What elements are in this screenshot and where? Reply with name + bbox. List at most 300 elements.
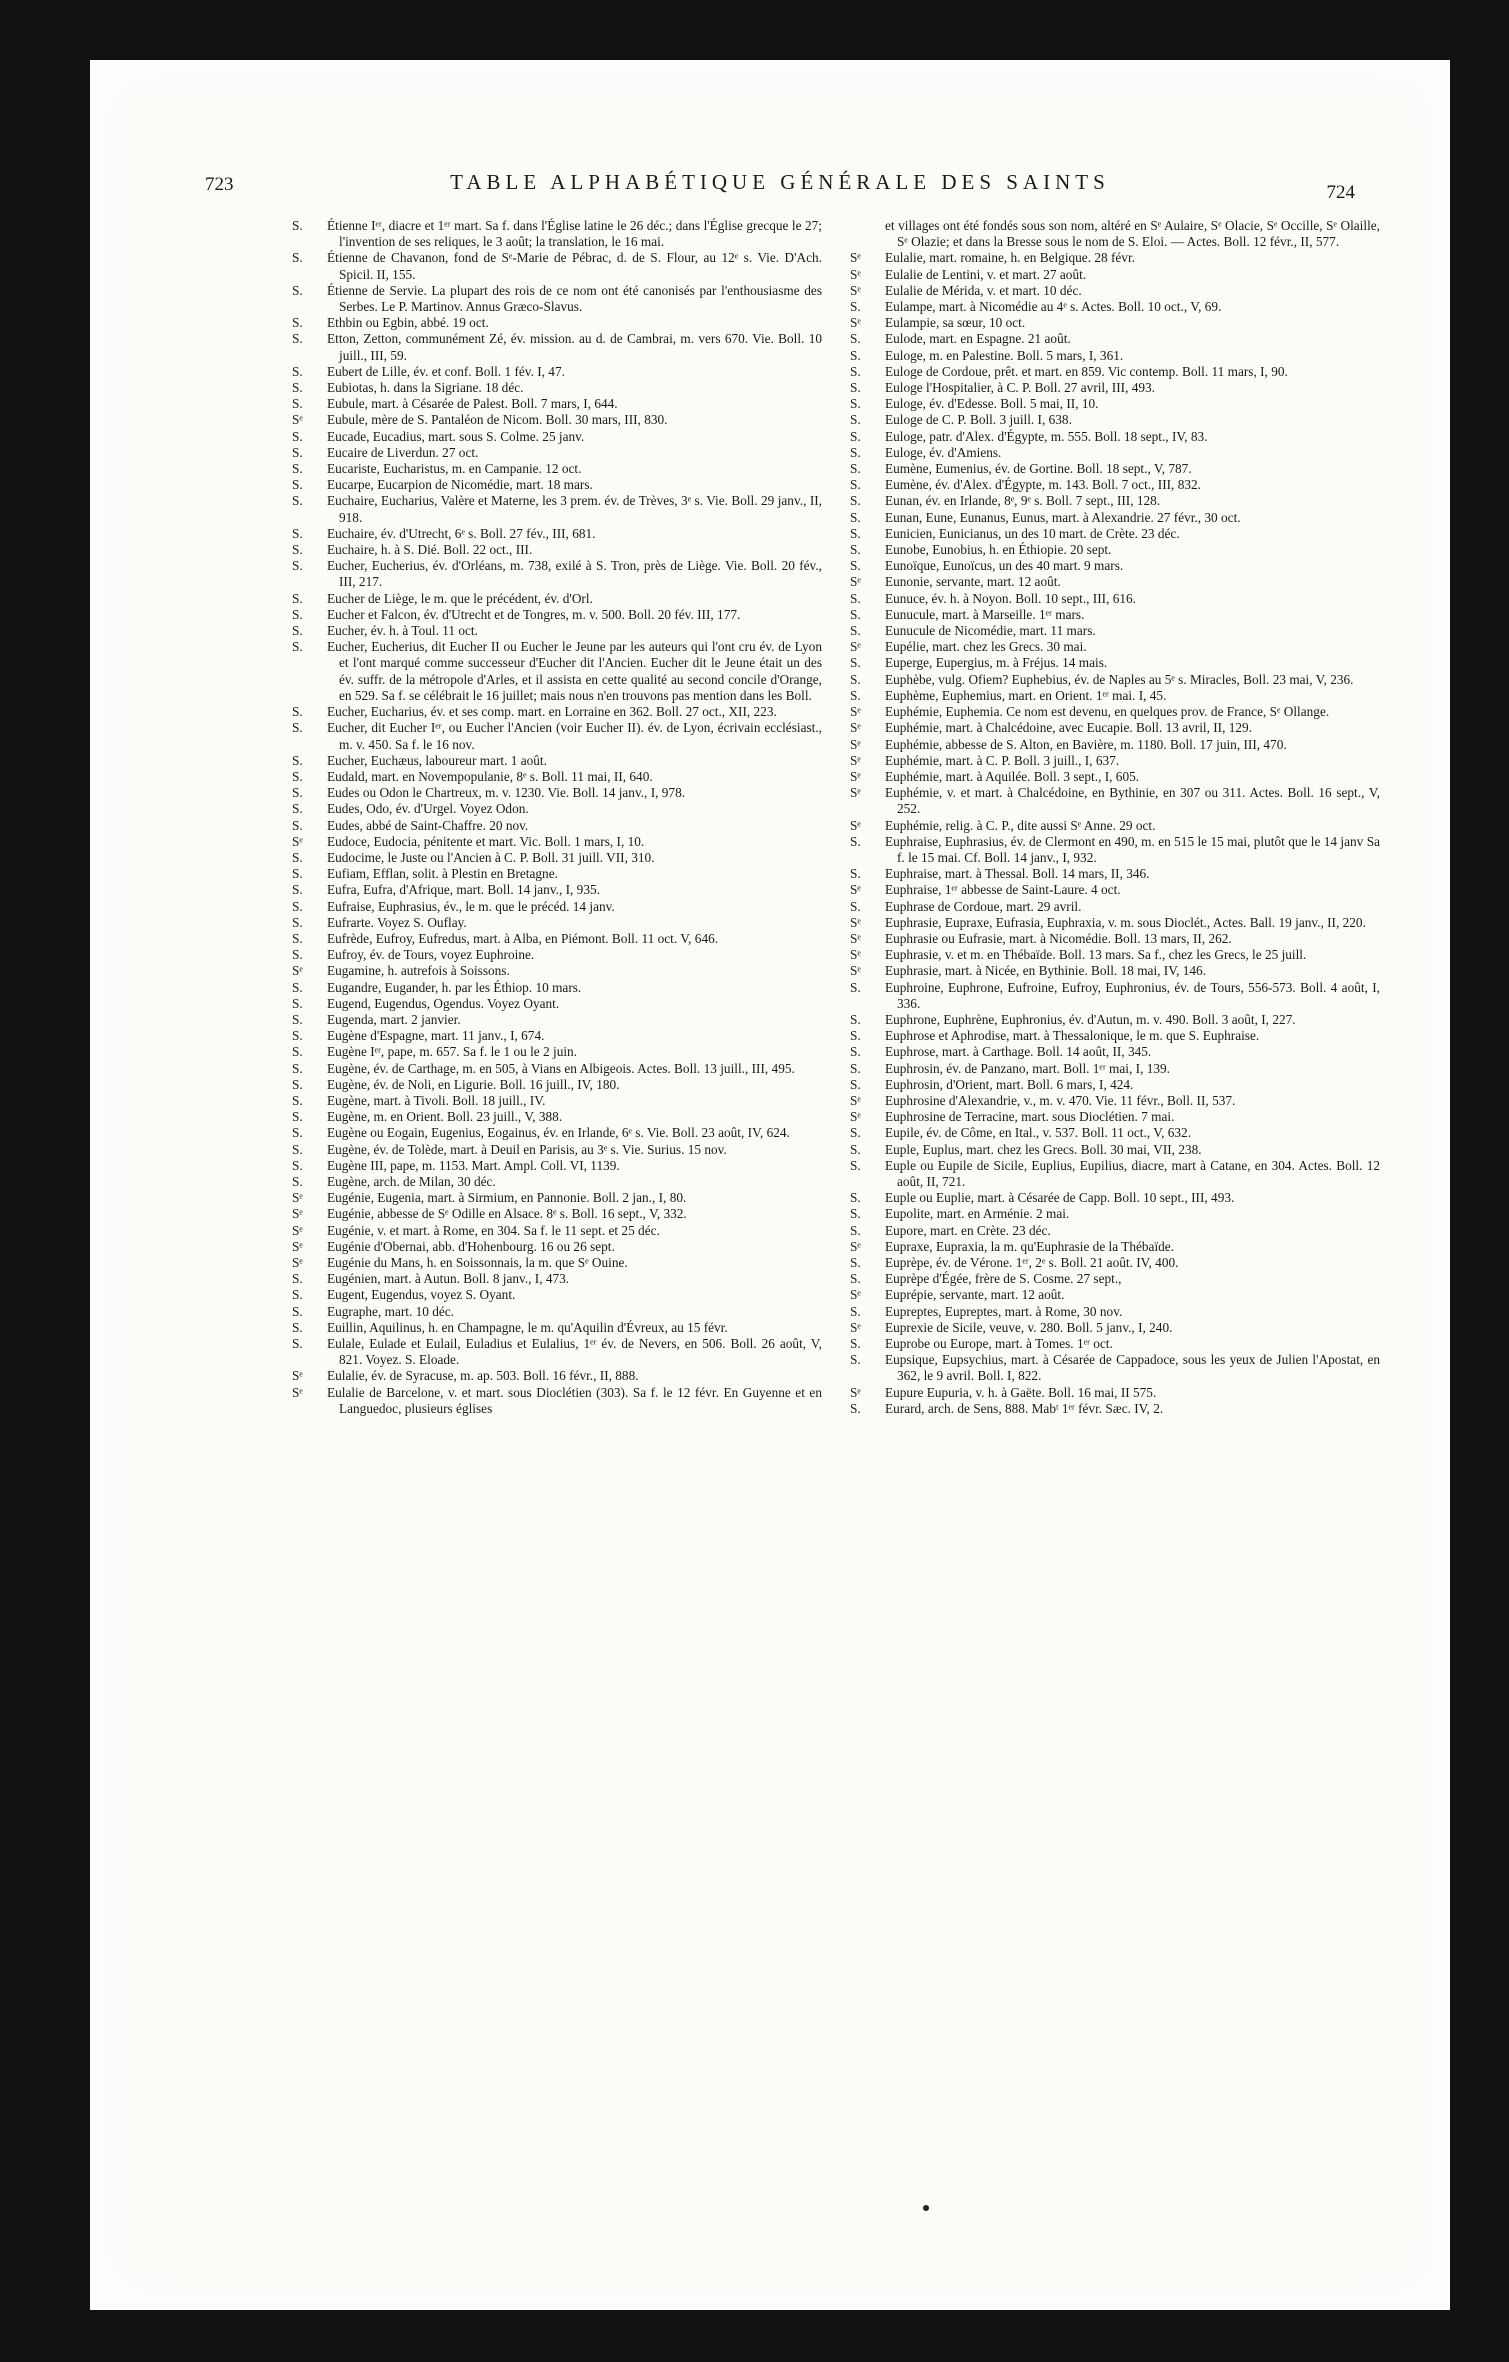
saint-prefix: S.	[850, 1222, 861, 1238]
index-entry	[292, 1271, 822, 1287]
saint-prefix: S.	[850, 1141, 861, 1157]
entry-text: Euloge l'Hospitalier, à C. P. Boll. 27 avril, III, 493.	[885, 380, 1155, 396]
saint-prefix: Sᵉ	[850, 720, 861, 736]
saint-prefix: S.	[292, 623, 303, 639]
index-entry	[292, 558, 822, 590]
index-entry	[850, 672, 1380, 688]
entry-text: Eudald, mart. en Novempopulanie, 8ᵉ s. Boll. 11 mai, II, 640.	[327, 768, 653, 784]
entry-text: Eunicien, Eunicianus, un des 10 mart. de Crète. 23 déc.	[885, 525, 1180, 541]
index-entry	[850, 477, 1380, 493]
entry-text: Euphémie, mart. à C. P. Boll. 3 juill., I, 637.	[885, 752, 1120, 768]
entry-text: Eucarpe, Eucarpion de Nicomédie, mart. 18 mars.	[327, 477, 593, 493]
entry-text: Eucaire de Liverdun. 27 oct.	[327, 444, 479, 460]
saint-prefix: S.	[850, 461, 861, 477]
index-entry	[850, 1142, 1380, 1158]
saint-prefix: S.	[292, 1141, 303, 1157]
index-entry	[850, 331, 1380, 347]
saint-prefix: Sᵉ	[292, 833, 303, 849]
saint-prefix: S.	[850, 1190, 861, 1206]
saint-prefix: S.	[292, 1303, 303, 1319]
index-entry	[292, 1012, 822, 1028]
entry-text: Eugène, év. de Noli, en Ligurie. Boll. 16 juill., IV, 180.	[327, 1076, 620, 1092]
entry-text: Eugène, arch. de Milan, 30 déc.	[327, 1173, 496, 1189]
entry-text: Euphraise, mart. à Thessal. Boll. 14 mars, II, 346.	[885, 866, 1150, 882]
entry-text: Eufrède, Eufroy, Eufredus, mart. à Alba, en Piémont. Boll. 11 oct. V, 646.	[327, 930, 719, 946]
page-header	[205, 170, 1355, 210]
index-entry	[850, 1012, 1380, 1028]
saint-prefix: Sᵉ	[850, 963, 861, 979]
index-entry	[292, 1109, 822, 1125]
saint-prefix: Sᵉ	[292, 963, 303, 979]
saint-prefix: S.	[292, 331, 303, 347]
index-entry	[292, 915, 822, 931]
saint-prefix: S.	[850, 363, 861, 379]
entry-text: Eubiotas, h. dans la Sigriane. 18 déc.	[327, 380, 524, 396]
entry-text: Eudes, Odo, év. d'Urgel. Voyez Odon.	[327, 801, 529, 817]
entry-text: Euphème, Euphemius, mart. en Orient. 1ᵉʳ mai. I, 45.	[885, 687, 1167, 703]
saint-prefix: S.	[292, 218, 303, 233]
entry-text: Eunan, év. en Irlande, 8ᵉ, 9ᵉ s. Boll. 7 sept., III, 128.	[885, 493, 1161, 509]
saint-prefix: S.	[292, 282, 303, 298]
index-entry	[292, 1287, 822, 1303]
entry-text: Eugénie du Mans, h. en Soissonnais, la m. que Sᵉ Ouine.	[327, 1255, 628, 1270]
entry-text: Euphroine, Euphrone, Eufroine, Eufroy, Euphronius, év. de Tours, 556-573. Boll. 4 août, I, 336.	[885, 979, 1380, 1011]
entry-text: Eucade, Eucadius, mart. sous S. Colme. 25 janv.	[327, 428, 585, 444]
index-entry	[850, 1077, 1380, 1093]
saint-prefix: Sᵉ	[292, 1255, 303, 1270]
entry-text: Eudes ou Odon le Chartreux, m. v. 1230. Vie. Boll. 14 janv., I, 978.	[327, 785, 686, 801]
saint-prefix: S.	[292, 525, 303, 541]
saint-prefix: S.	[850, 331, 861, 347]
entry-text: Eupure Eupuria, v. h. à Gaëte. Boll. 16 mai, II 575.	[885, 1384, 1157, 1400]
index-entry	[292, 1028, 822, 1044]
saint-prefix: S.	[292, 639, 303, 655]
index-entry	[850, 1206, 1380, 1222]
saint-prefix: S.	[292, 1028, 303, 1044]
entry-text: Eunucule, mart. à Marseille. 1ᵉʳ mars.	[885, 606, 1085, 622]
index-entry	[850, 445, 1380, 461]
entry-text: Eupreptes, Eupreptes, mart. à Rome, 30 nov.	[885, 1303, 1123, 1319]
entry-text: Euloge de C. P. Boll. 3 juill. I, 638.	[885, 412, 1072, 428]
entry-text: Eulalie, mart. romaine, h. en Belgique. 28 févr.	[885, 250, 1135, 266]
saint-prefix: S.	[850, 299, 861, 315]
saint-prefix: S.	[292, 752, 303, 768]
entry-text: Euprèpe d'Égée, frère de S. Cosme. 27 sept.,	[885, 1271, 1122, 1287]
index-entry	[292, 1320, 822, 1336]
saint-prefix: S.	[292, 979, 303, 995]
entry-text: Eucher, Euchæus, laboureur mart. 1 août.	[327, 752, 547, 768]
saint-prefix: S.	[292, 606, 303, 622]
index-entry	[292, 364, 822, 380]
index-entry	[850, 283, 1380, 299]
saint-prefix: Sᵉ	[850, 266, 861, 282]
saint-prefix: S.	[850, 898, 861, 914]
index-entry	[292, 542, 822, 558]
entry-text: et villages ont été fondés sous son nom, altéré en Sᵉ Aulaire, Sᵉ Olacie, Sᵉ Occille, Sᵉ Olaille, Sᵉ Olazie; et dans la Bresse sous le nom de S. Eloi. — Actes. Boll. 12 févr., II, 577.	[885, 218, 1380, 250]
index-entry	[850, 1304, 1380, 1320]
index-entry	[292, 1336, 822, 1368]
saint-prefix: S.	[850, 396, 861, 412]
saint-prefix: S.	[850, 623, 861, 639]
saint-prefix: S.	[292, 1319, 303, 1335]
saint-prefix: S.	[850, 347, 861, 363]
saint-prefix: Sᵉ	[850, 914, 861, 930]
entry-text: Eubule, mart. à Césarée de Palest. Boll. 7 mars, I, 644.	[327, 396, 618, 412]
index-entry	[292, 1255, 822, 1271]
index-entry	[850, 1223, 1380, 1239]
entry-text: Euple, Euplus, mart. chez les Grecs. Boll. 30 mai, VII, 238.	[885, 1141, 1202, 1157]
saint-prefix: S.	[292, 558, 303, 574]
entry-text: Euloge de Cordoue, prêt. et mart. en 859. Vic contemp. Boll. 11 mars, I, 90.	[885, 363, 1288, 379]
entry-text: Eupile, év. de Côme, en Ital., v. 537. Boll. 11 oct., V, 632.	[885, 1125, 1192, 1141]
saint-prefix: S.	[292, 785, 303, 801]
entry-text: Eugenda, mart. 2 janvier.	[327, 1011, 461, 1027]
index-entry	[292, 412, 822, 428]
entry-text: Eulalie de Lentini, v. et mart. 27 août.	[885, 266, 1087, 282]
entry-text: Eunuce, év. h. à Noyon. Boll. 10 sept., III, 616.	[885, 590, 1136, 606]
index-entry	[850, 1044, 1380, 1060]
index-entry	[850, 315, 1380, 331]
entry-text: Eunobe, Eunobius, h. en Éthiopie. 20 sept.	[885, 542, 1112, 558]
index-entry	[850, 866, 1380, 882]
entry-text: Euphrose, mart. à Carthage. Boll. 14 août, II, 345.	[885, 1044, 1152, 1060]
saint-prefix: S.	[292, 493, 303, 509]
entry-text: Eugend, Eugendus, Ogendus. Voyez Oyant.	[327, 995, 560, 1011]
index-entry	[292, 1368, 822, 1384]
saint-prefix: S.	[292, 461, 303, 477]
index-entry	[850, 267, 1380, 283]
saint-prefix: S.	[292, 882, 303, 898]
saint-prefix: Sᵉ	[850, 882, 861, 898]
entry-text: Eulampe, mart. à Nicomédie au 4ᵉ s. Actes. Boll. 10 oct., V, 69.	[885, 299, 1222, 315]
index-entry	[850, 1028, 1380, 1044]
entry-text: Euphrosin, év. de Panzano, mart. Boll. 1ᵉʳ mai, I, 139.	[885, 1060, 1170, 1076]
saint-prefix: S.	[292, 315, 303, 331]
saint-prefix: S.	[292, 898, 303, 914]
saint-prefix: Sᵉ	[850, 282, 861, 298]
entry-text: Eunoïque, Eunoïcus, un des 40 mart. 9 mars.	[885, 558, 1124, 574]
saint-prefix: S.	[292, 1125, 303, 1141]
saint-prefix: S.	[850, 1028, 861, 1044]
index-entry	[850, 655, 1380, 671]
entry-text: Eugène III, pape, m. 1153. Mart. Ampl. Coll. VI, 1139.	[327, 1157, 620, 1173]
right-column	[850, 218, 1380, 1417]
entry-text: Eugène Iᵉʳ, pape, m. 657. Sa f. le 1 ou le 2 juin.	[327, 1044, 578, 1060]
index-entry	[850, 753, 1380, 769]
index-entry	[292, 1077, 822, 1093]
saint-prefix: S.	[292, 444, 303, 460]
index-entry	[850, 396, 1380, 412]
index-entry	[292, 526, 822, 542]
entry-text: Étienne de Chavanon, fond de Sᵉ-Marie de Pébrac, d. de S. Flour, au 12ᵉ s. Vie. D'Ach. Spicil. II, 155.	[327, 250, 822, 282]
index-entry	[850, 688, 1380, 704]
saint-prefix: S.	[292, 1173, 303, 1189]
index-entry	[850, 558, 1380, 574]
index-entry	[850, 882, 1380, 898]
entry-text: Euphémie, v. et mart. à Chalcédoine, en Bythinie, en 307 ou 311. Actes. Boll. 16 sept., V, 252.	[885, 785, 1380, 817]
index-entry	[850, 364, 1380, 380]
saint-prefix: S.	[850, 558, 861, 574]
entry-text: Eulalie, év. de Syracuse, m. ap. 503. Boll. 16 févr., II, 888.	[327, 1368, 639, 1384]
saint-prefix: S.	[292, 396, 303, 412]
entry-text: Euphémie, Euphemia. Ce nom est devenu, en quelques prov. de France, Sᵉ Ollange.	[885, 704, 1330, 720]
saint-prefix: Sᵉ	[292, 1222, 303, 1238]
entry-text: Eugénie, Eugenia, mart. à Sirmium, en Pannonie. Boll. 2 jan., I, 80.	[327, 1190, 687, 1206]
saint-prefix: Sᵉ	[850, 768, 861, 784]
entry-text: Euphémie, relig. à C. P., dite aussi Sᵉ Anne. 29 oct.	[885, 817, 1156, 833]
saint-prefix: S.	[850, 509, 861, 525]
index-entry	[292, 1061, 822, 1077]
saint-prefix: S.	[292, 866, 303, 882]
saint-prefix: S.	[292, 380, 303, 396]
index-entry	[292, 1125, 822, 1141]
entry-text: Eucher, dit Eucher Iᵉʳ, ou Eucher l'Ancien (voir Eucher II). év. de Lyon, écrivain ecclésiast., m. v. 450. Sa f. le 16 nov.	[327, 720, 822, 752]
index-entry	[292, 623, 822, 639]
index-entry	[850, 785, 1380, 817]
saint-prefix: S.	[850, 1076, 861, 1092]
saint-prefix: Sᵉ	[292, 1190, 303, 1206]
index-entry	[292, 1223, 822, 1239]
saint-prefix: Sᵉ	[850, 817, 861, 833]
saint-prefix: S.	[850, 412, 861, 428]
index-entry	[850, 348, 1380, 364]
index-entry	[292, 1206, 822, 1222]
index-entry	[292, 769, 822, 785]
left-column	[292, 218, 822, 1417]
index-entry	[850, 1320, 1380, 1336]
page-number-right: 724	[1326, 182, 1355, 203]
saint-prefix: S.	[850, 590, 861, 606]
index-entry	[292, 1142, 822, 1158]
index-entry	[292, 1158, 822, 1174]
index-entry	[850, 1190, 1380, 1206]
saint-prefix: S.	[292, 947, 303, 963]
saint-prefix: S.	[850, 979, 861, 995]
saint-prefix: S.	[850, 606, 861, 622]
entry-text: Eugénien, mart. à Autun. Boll. 8 janv., I, 473.	[327, 1271, 570, 1287]
saint-prefix: S.	[850, 1011, 861, 1027]
index-entry	[850, 510, 1380, 526]
index-entry	[850, 526, 1380, 542]
entry-text: Étienne de Servie. La plupart des rois de ce nom ont été canonisés par l'enthousiasme des Serbes. Le P. Martinov. Annus Græco-Slavus.	[327, 282, 822, 315]
saint-prefix: S.	[292, 1011, 303, 1027]
saint-prefix: S.	[850, 1157, 861, 1173]
index-entry	[850, 834, 1380, 866]
entry-text: Eumène, év. d'Alex. d'Égypte, m. 143. Boll. 7 oct., III, 832.	[885, 477, 1201, 493]
index-entry	[850, 720, 1380, 736]
index-entry	[292, 607, 822, 623]
entry-text: Euprèpe, év. de Vérone. 1ᵉʳ, 2ᵉ s. Boll. 21 août. IV, 400.	[885, 1255, 1179, 1270]
index-entry	[292, 753, 822, 769]
entry-text: Eugraphe, mart. 10 déc.	[327, 1303, 455, 1319]
index-entry	[292, 1385, 822, 1417]
saint-prefix: S.	[850, 1352, 861, 1368]
index-entry	[850, 639, 1380, 655]
entry-text: Eucher, év. h. à Toul. 11 oct.	[327, 623, 478, 639]
entry-text: Eubule, mère de S. Pantaléon de Nicom. Boll. 30 mars, III, 830.	[327, 412, 668, 428]
entry-text: Eufra, Eufra, d'Afrique, mart. Boll. 14 janv., I, 935.	[327, 882, 600, 898]
index-entry	[850, 429, 1380, 445]
entry-text: Eucariste, Eucharistus, m. en Campanie. 12 oct.	[327, 461, 582, 477]
saint-prefix: S.	[292, 849, 303, 865]
index-entry	[292, 1044, 822, 1060]
index-entry	[850, 591, 1380, 607]
index-entry	[850, 1158, 1380, 1190]
index-entry	[292, 283, 822, 315]
entry-text: Eunan, Eune, Eunanus, Eunus, mart. à Alexandrie. 27 févr., 30 oct.	[885, 509, 1241, 525]
entry-text: Eugamine, h. autrefois à Soissons.	[327, 963, 510, 979]
index-entry	[292, 218, 822, 250]
entry-text: Eulampie, sa sœur, 10 oct.	[885, 315, 1026, 331]
index-entry	[850, 1125, 1380, 1141]
entry-text: Euprexie de Sicile, veuve, v. 280. Boll. 5 janv., I, 240.	[885, 1319, 1173, 1335]
entry-text: Eugène, m. en Orient. Boll. 23 juill., V, 388.	[327, 1109, 563, 1125]
saint-prefix: Sᵉ	[850, 574, 861, 590]
entry-text: Euloge, év. d'Edesse. Boll. 5 mai, II, 10.	[885, 396, 1099, 412]
index-entry	[292, 818, 822, 834]
entry-text: Euple ou Euplie, mart. à Césarée de Capp. Boll. 10 sept., III, 493.	[885, 1190, 1235, 1206]
entry-text: Eucher, Eucharius, év. et ses comp. mart. en Lorraine en 362. Boll. 27 oct., XII, 223.	[327, 704, 777, 720]
page-title: TABLE ALPHABÉTIQUE GÉNÉRALE DES SAINTS	[450, 170, 1110, 194]
entry-text: Eucher et Falcon, év. d'Utrecht et de Tongres, m. v. 500. Boll. 20 fév. III, 177.	[327, 606, 741, 622]
saint-prefix: S.	[292, 768, 303, 784]
saint-prefix: S.	[292, 1336, 303, 1352]
entry-text: Euloge, patr. d'Alex. d'Égypte, m. 555. Boll. 18 sept., IV, 83.	[885, 428, 1208, 444]
saint-prefix: Sᵉ	[850, 1319, 861, 1335]
saint-prefix: S.	[292, 1092, 303, 1108]
index-entry	[850, 737, 1380, 753]
saint-prefix: Sᵉ	[850, 704, 861, 720]
entry-text: Eugénie, v. et mart. à Rome, en 304. Sa f. le 11 sept. et 25 déc.	[327, 1222, 660, 1238]
saint-prefix: S.	[850, 833, 861, 849]
saint-prefix: Sᵉ	[850, 1238, 861, 1254]
entry-text: Euphraise, Euphrasius, év. de Clermont en 490, m. en 515 le 15 mai, plutôt que le 14 janv Sa f. le 15 mai. Cf. Boll. 14 janv., I, 932.	[885, 833, 1380, 865]
index-entry	[850, 931, 1380, 947]
entry-text: Eugène, év. de Carthage, m. en 505, à Vians en Albigeois. Actes. Boll. 13 juill., III, 495.	[327, 1060, 795, 1076]
saint-prefix: S.	[292, 250, 303, 266]
entry-text: Eucher, Eucherius, év. d'Orléans, m. 738, exilé à S. Tron, près de Liège. Vie. Boll. 20 fév., III, 217.	[327, 558, 822, 590]
index-entry	[850, 1352, 1380, 1384]
entry-text: Euphraise, 1ᵉʳ abbesse de Saint-Laure. 4 oct.	[885, 882, 1121, 898]
index-entry	[850, 299, 1380, 315]
entry-text: Euple ou Eupile de Sicile, Euplius, Eupilius, diacre, mart à Catane, en 304. Actes. Boll. 12 août, II, 721.	[885, 1157, 1380, 1189]
entry-text: Euphémie, mart. à Aquilée. Boll. 3 sept., I, 605.	[885, 768, 1140, 784]
saint-prefix: S.	[292, 720, 303, 736]
index-entry	[292, 1190, 822, 1206]
index-entry	[292, 947, 822, 963]
entry-text: Eupélie, mart. chez les Grecs. 30 mai.	[885, 639, 1087, 655]
index-entry	[292, 493, 822, 525]
saint-prefix: Sᵉ	[850, 1384, 861, 1400]
entry-text: Eumène, Eumenius, év. de Gortine. Boll. 18 sept., V, 787.	[885, 461, 1192, 477]
saint-prefix: Sᵉ	[850, 752, 861, 768]
index-entry	[850, 1287, 1380, 1303]
saint-prefix: S.	[292, 363, 303, 379]
index-entry	[850, 1271, 1380, 1287]
index-entry	[292, 445, 822, 461]
entry-text: Eupsique, Eupsychius, mart. à Césarée de Cappadoce, sous les yeux de Julien l'Apostat, en 362, le 9 avril. Boll. I, 822.	[885, 1352, 1380, 1384]
saint-prefix: Sᵉ	[850, 315, 861, 331]
saint-prefix: S.	[292, 590, 303, 606]
entry-text: Eulode, mart. en Espagne. 21 août.	[885, 331, 1071, 347]
entry-text: Eurard, arch. de Sens, 888. Mabᵗ 1ᵉʳ févr. Sæc. IV, 2.	[885, 1400, 1164, 1416]
saint-prefix: Sᵉ	[850, 250, 861, 266]
index-entry	[292, 1093, 822, 1109]
saint-prefix: S.	[292, 1044, 303, 1060]
entry-text: Euphrasie ou Eufrasie, mart. à Nicomédie. Boll. 13 mars, II, 262.	[885, 930, 1232, 946]
index-entry	[292, 963, 822, 979]
saint-prefix: S.	[850, 1400, 861, 1416]
entry-text: Euloge, év. d'Amiens.	[885, 444, 1002, 460]
entry-text: Euprobe ou Europe, mart. à Tomes. 1ᵉʳ oct.	[885, 1336, 1113, 1352]
saint-prefix: S.	[850, 866, 861, 882]
entry-text: Euphrose et Aphrodise, mart. à Thessalonique, le m. que S. Euphraise.	[885, 1028, 1260, 1044]
index-entry	[292, 396, 822, 412]
index-entry	[850, 1401, 1380, 1417]
index-entry	[850, 1255, 1380, 1271]
entry-text: Eulalie de Barcelone, v. et mart. sous Dioclétien (303). Sa f. le 12 févr. En Guyenne et en Languedoc, plusieurs églises	[327, 1384, 822, 1416]
saint-prefix: S.	[850, 380, 861, 396]
saint-prefix: S.	[850, 1255, 861, 1270]
saint-prefix: Sᵉ	[850, 930, 861, 946]
entry-text: Eugène ou Eogain, Eugenius, Eogainus, év. en Irlande, 6ᵉ s. Vie. Boll. 23 août, IV, 624.	[327, 1125, 790, 1141]
saint-prefix: S.	[292, 1271, 303, 1287]
index-entry	[292, 720, 822, 752]
saint-prefix: S.	[292, 1109, 303, 1125]
saint-prefix: S.	[292, 995, 303, 1011]
entry-text: Eugénie, abbesse de Sᵉ Odille en Alsace. 8ᵉ s. Boll. 16 sept., V, 332.	[327, 1206, 687, 1222]
saint-prefix: S.	[292, 477, 303, 493]
index-entry	[850, 1093, 1380, 1109]
index-entry	[292, 834, 822, 850]
entry-text: Eufraise, Euphrasius, év., le m. que le précéd. 14 janv.	[327, 898, 615, 914]
entry-text: Ethbin ou Egbin, abbé. 19 oct.	[327, 315, 489, 331]
index-entry	[850, 623, 1380, 639]
index-entry	[292, 882, 822, 898]
index-entry	[850, 461, 1380, 477]
entry-text: Eunonie, servante, mart. 12 août.	[885, 574, 1061, 590]
entry-text: Eugène d'Espagne, mart. 11 janv., I, 674.	[327, 1028, 545, 1044]
entry-text: Eulalie de Mérida, v. et mart. 10 déc.	[885, 282, 1082, 298]
index-entry	[292, 250, 822, 282]
saint-prefix: S.	[850, 655, 861, 671]
index-entry	[850, 963, 1380, 979]
index-entry	[850, 818, 1380, 834]
index-entry	[850, 380, 1380, 396]
saint-prefix: Sᵉ	[850, 1092, 861, 1108]
page-number-left: 723	[205, 174, 234, 195]
entry-text: Euphrasie, mart. à Nicée, en Bythinie. Boll. 18 mai, IV, 146.	[885, 963, 1207, 979]
index-entry	[292, 866, 822, 882]
entry-text: Euprépie, servante, mart. 12 août.	[885, 1287, 1065, 1303]
saint-prefix: Sᵉ	[850, 639, 861, 655]
saint-prefix: Sᵉ	[292, 1206, 303, 1222]
index-entry	[292, 850, 822, 866]
entry-text: Eudocime, le Juste ou l'Ancien à C. P. Boll. 31 juill. VII, 310.	[327, 849, 655, 865]
index-entry	[850, 980, 1380, 1012]
index-entry	[292, 639, 822, 704]
entry-text: Eupolite, mart. en Arménie. 2 mai.	[885, 1206, 1070, 1222]
saint-prefix: S.	[292, 428, 303, 444]
index-entry	[850, 1061, 1380, 1077]
saint-prefix: Sᵉ	[292, 412, 303, 428]
saint-prefix: S.	[292, 1157, 303, 1173]
entry-text: Eugène, év. de Tolède, mart. à Deuil en Parisis, au 3ᵉ s. Vie. Surius. 15 nov.	[327, 1141, 727, 1157]
index-entry	[292, 899, 822, 915]
index-entry	[850, 1385, 1380, 1401]
saint-prefix: S.	[850, 477, 861, 493]
saint-prefix: S.	[292, 930, 303, 946]
